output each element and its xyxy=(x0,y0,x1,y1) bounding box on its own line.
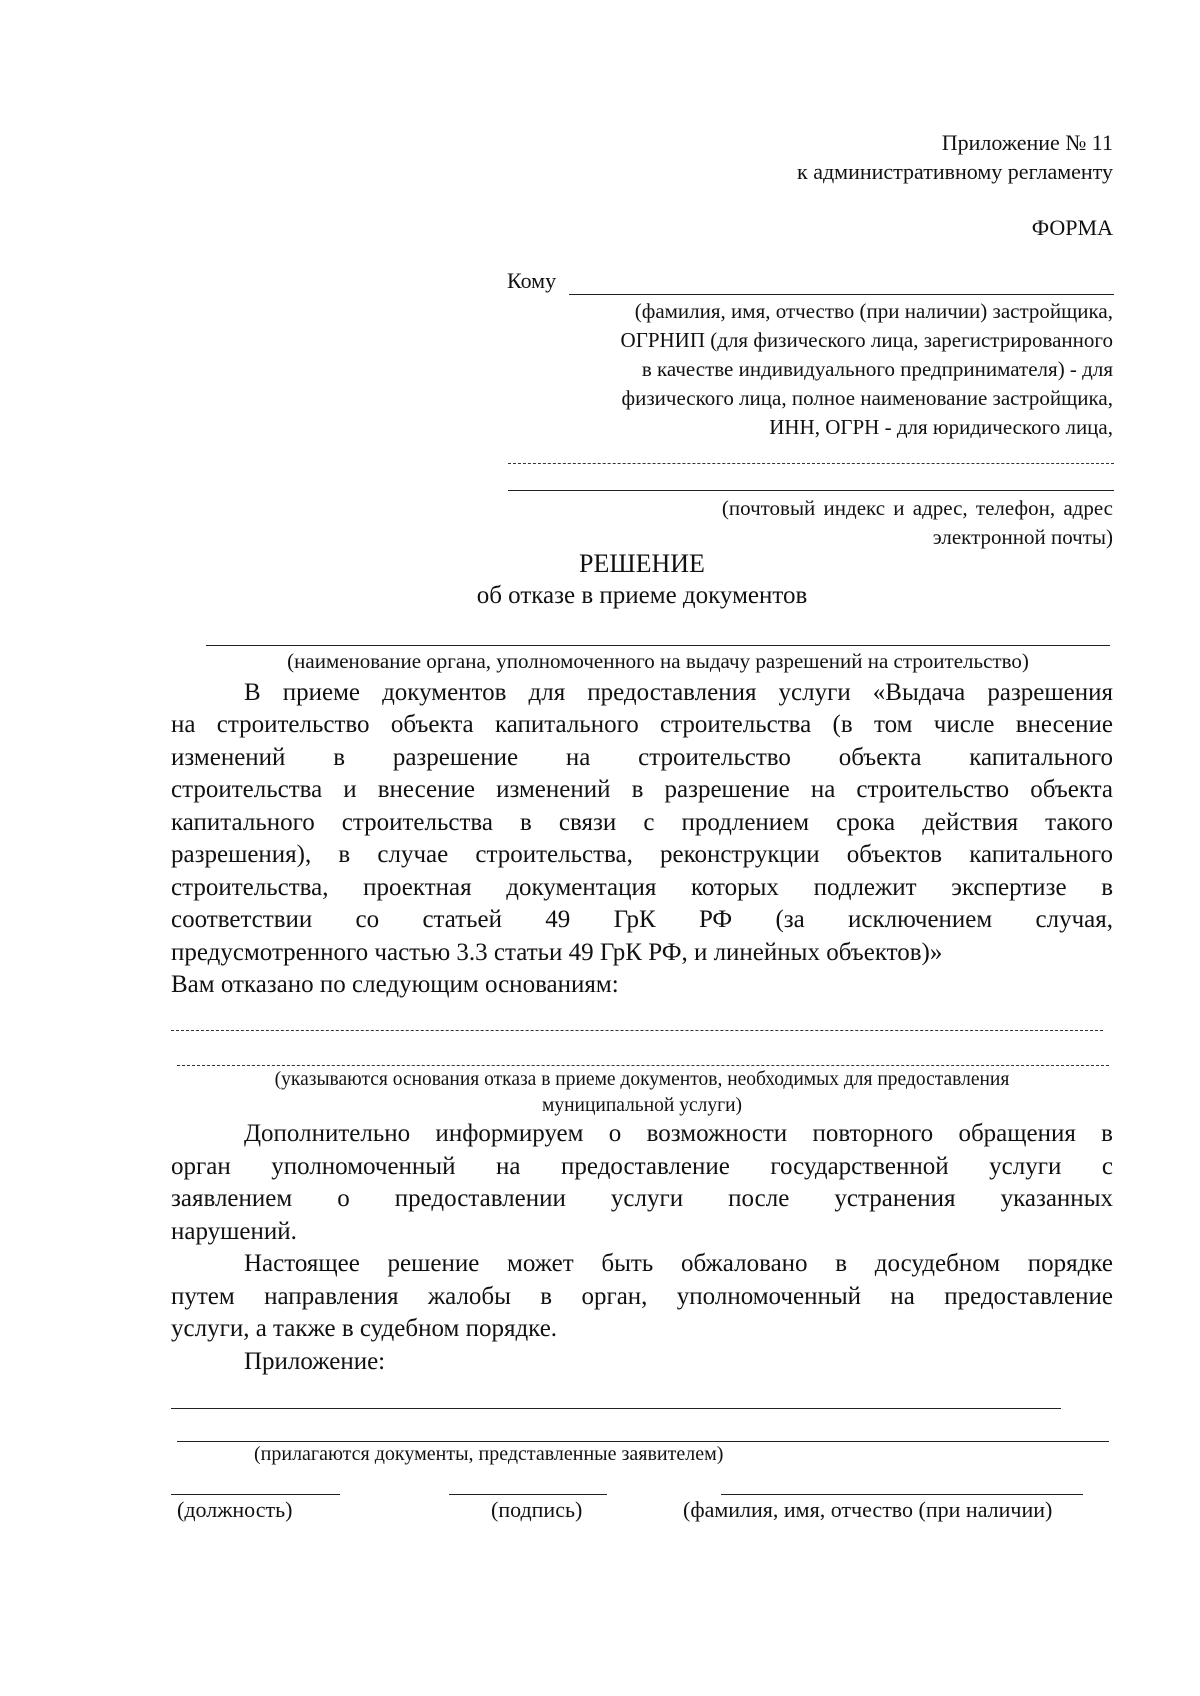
para2-line-2: орган уполномоченный на предоставление государственной услуги с xyxy=(171,1153,1113,1180)
authority-caption: (наименование органа, уполномоченного на выдачу разрешений на строительство) xyxy=(287,649,1029,673)
para1-line-6: разрешения), в случае строительства, реконструкции объектов капитального xyxy=(171,841,1113,868)
para1-line-10: Вам отказано по следующим основаниям: xyxy=(171,971,619,998)
attachment-caption: (прилагаются документы, представленные заявителем) xyxy=(254,1443,724,1465)
recipient-line xyxy=(569,294,1114,295)
recipient-desc-3: в качестве индивидуального предпринимателя) - для xyxy=(641,357,1113,381)
para1-line-5: капитального строительства в связи с продлением срока действия такого xyxy=(171,809,1113,836)
para3-line-3: услуги, а также в судебном порядке. xyxy=(171,1315,558,1342)
appendix-number: Приложение № 11 xyxy=(941,130,1113,155)
recipient-blank-line-1 xyxy=(508,463,1114,464)
address-desc-2: электронной почты) xyxy=(932,525,1113,549)
document-title: РЕШЕНИЕ xyxy=(579,549,705,578)
para1-line-7: строительства, проектная документация которых подлежит экспертизе в xyxy=(171,874,1113,901)
signature-line xyxy=(449,1494,607,1495)
para1-line-3: изменений в разрешение на строительство объекта капитального xyxy=(171,744,1113,771)
name-caption: (фамилия, имя, отчество (при наличии) xyxy=(683,1497,1053,1522)
name-line xyxy=(721,1494,1083,1495)
refusal-caption-1: (указываются основания отказа в приеме документов, необходимых для предоставления xyxy=(274,1069,1010,1090)
para1-line-1: В приеме документов для предоставления услуги «Выдача разрешения xyxy=(244,679,1113,706)
position-line xyxy=(171,1494,340,1495)
refusal-caption-2: муниципальной услуги) xyxy=(541,1095,743,1116)
para1-line-4: строительства и внесение изменений в разрешение на строительство объекта xyxy=(171,776,1113,803)
attachment-line-1 xyxy=(171,1408,1061,1409)
para2-line-3: заявлением о предоставлении услуги после устранения указанных xyxy=(171,1185,1113,1212)
para3-line-1: Настоящее решение может быть обжаловано в досудебном порядке xyxy=(244,1250,1113,1277)
attachment-label: Приложение: xyxy=(244,1348,386,1375)
signature-caption: (подпись) xyxy=(491,1497,583,1522)
document-subtitle: об отказе в приеме документов xyxy=(476,582,808,609)
recipient-blank-line-2 xyxy=(508,490,1114,491)
regulation-reference: к административному регламенту xyxy=(797,159,1113,184)
address-desc-1: (почтовый индекс и адрес, телефон, адрес xyxy=(721,496,1113,520)
form-label: ФОРМА xyxy=(1031,215,1113,240)
recipient-desc-2: ОГРНИП (для физического лица, зарегистрированного xyxy=(620,328,1113,352)
para1-line-8: соответствии со статьей 49 ГрК РФ (за исключением случая, xyxy=(171,906,1113,933)
to-label: Кому xyxy=(507,268,557,293)
refusal-blank-line-2 xyxy=(177,1065,1109,1066)
refusal-blank-line-1 xyxy=(171,1030,1103,1031)
recipient-desc-4: физического лица, полное наименование застройщика, xyxy=(621,386,1113,410)
recipient-desc-5: ИНН, ОГРН - для юридического лица, xyxy=(769,415,1113,439)
recipient-desc-1: (фамилия, имя, отчество (при наличии) застройщика, xyxy=(634,299,1113,323)
attachment-line-2 xyxy=(177,1441,1109,1442)
para3-line-2: путем направления жалобы в орган, уполномоченный на предоставление xyxy=(171,1283,1113,1310)
para2-line-1: Дополнительно информируем о возможности повторного обращения в xyxy=(244,1120,1113,1147)
para1-line-2: на строительство объекта капитального строительства (в том числе внесение xyxy=(171,711,1113,738)
para1-line-9: предусмотренного частью 3.3 статьи 49 ГрК РФ, и линейных объектов)» xyxy=(171,939,943,966)
authority-line xyxy=(206,645,1110,646)
position-caption: (должность) xyxy=(177,1497,293,1522)
para2-line-4: нарушений. xyxy=(171,1218,297,1245)
